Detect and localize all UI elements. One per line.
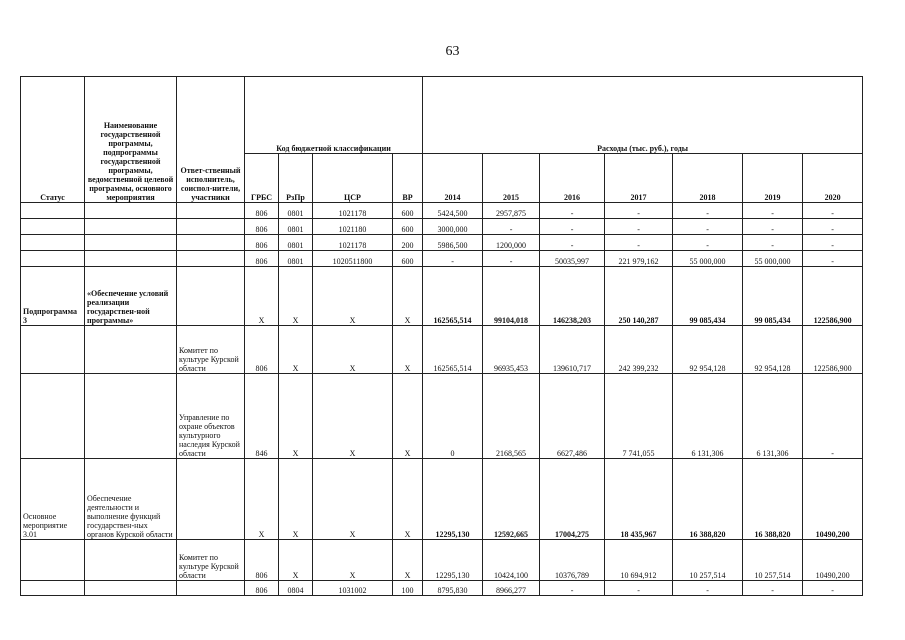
table-header-row	[21, 77, 863, 154]
vr-cell: X	[393, 459, 423, 540]
value-cell: 16 388,820	[743, 459, 803, 540]
status-cell	[21, 203, 85, 219]
executor-cell	[177, 219, 245, 235]
header-grbs: ГРБС	[245, 154, 279, 203]
value-cell: -	[743, 203, 803, 219]
grbs-cell: 806	[245, 235, 279, 251]
value-cell: 12592,665	[483, 459, 540, 540]
value-cell: 10 257,514	[673, 540, 743, 581]
vr-cell: 600	[393, 203, 423, 219]
value-cell: 122586,900	[803, 326, 863, 374]
executor-cell	[177, 251, 245, 267]
header-status: Статус	[21, 77, 85, 203]
value-cell: 12295,130	[423, 459, 483, 540]
value-cell: -	[803, 219, 863, 235]
rzpr-cell: X	[279, 326, 313, 374]
value-cell: 10 694,912	[605, 540, 673, 581]
status-cell	[21, 581, 85, 596]
executor-cell: Комитет по культуре Курской области	[177, 540, 245, 581]
grbs-cell: X	[245, 267, 279, 326]
rzpr-cell: X	[279, 374, 313, 459]
value-cell: -	[605, 219, 673, 235]
value-cell: -	[605, 581, 673, 596]
value-cell: 10490,200	[803, 540, 863, 581]
table-row	[21, 203, 863, 219]
grbs-cell: 806	[245, 540, 279, 581]
name-cell	[85, 235, 177, 251]
table-row-main-activity	[21, 459, 863, 540]
vr-cell: X	[393, 540, 423, 581]
name-cell	[85, 374, 177, 459]
vr-cell: 100	[393, 581, 423, 596]
header-year: 2019	[743, 154, 803, 203]
rzpr-cell: X	[279, 540, 313, 581]
grbs-cell: X	[245, 459, 279, 540]
grbs-cell: 846	[245, 374, 279, 459]
value-cell: 5424,500	[423, 203, 483, 219]
value-cell: 146238,203	[540, 267, 605, 326]
name-cell: «Обеспечение условий реализации государствен-ной программы»	[85, 267, 177, 326]
value-cell: 7 741,055	[605, 374, 673, 459]
value-cell: -	[540, 203, 605, 219]
table-row	[21, 581, 863, 596]
value-cell: -	[605, 235, 673, 251]
status-cell	[21, 540, 85, 581]
value-cell: 2957,875	[483, 203, 540, 219]
table-row	[21, 374, 863, 459]
rzpr-cell: 0801	[279, 235, 313, 251]
value-cell: -	[743, 581, 803, 596]
status-cell	[21, 235, 85, 251]
executor-cell	[177, 267, 245, 326]
grbs-cell: 806	[245, 581, 279, 596]
csr-cell: X	[313, 267, 393, 326]
value-cell: 18 435,967	[605, 459, 673, 540]
value-cell: 10376,789	[540, 540, 605, 581]
name-cell	[85, 326, 177, 374]
value-cell: -	[483, 219, 540, 235]
csr-cell: X	[313, 374, 393, 459]
value-cell: 6 131,306	[673, 374, 743, 459]
value-cell: 6 131,306	[743, 374, 803, 459]
table-row	[21, 235, 863, 251]
value-cell: 55 000,000	[673, 251, 743, 267]
value-cell: -	[483, 251, 540, 267]
value-cell: 250 140,287	[605, 267, 673, 326]
header-year: 2015	[483, 154, 540, 203]
rzpr-cell: X	[279, 459, 313, 540]
value-cell: 10424,100	[483, 540, 540, 581]
header-rzpr: РзПр	[279, 154, 313, 203]
value-cell: 122586,900	[803, 267, 863, 326]
status-cell	[21, 326, 85, 374]
status-cell: Основное мероприятие 3.01	[21, 459, 85, 540]
value-cell: -	[803, 581, 863, 596]
value-cell: -	[673, 581, 743, 596]
header-csr: ЦСР	[313, 154, 393, 203]
header-year: 2014	[423, 154, 483, 203]
header-year: 2016	[540, 154, 605, 203]
header-executor: Ответ-ственный исполнитель, соиспол-нители, участники	[177, 77, 245, 203]
name-cell: Обеспечение деятельности и выполнение функций государствен-ных органов Курской области	[85, 459, 177, 540]
value-cell: 3000,000	[423, 219, 483, 235]
value-cell: -	[803, 374, 863, 459]
value-cell: 10490,200	[803, 459, 863, 540]
name-cell	[85, 203, 177, 219]
rzpr-cell: 0801	[279, 251, 313, 267]
rzpr-cell: 0804	[279, 581, 313, 596]
vr-cell: 600	[393, 219, 423, 235]
value-cell: 2168,565	[483, 374, 540, 459]
vr-cell: X	[393, 326, 423, 374]
value-cell: -	[605, 203, 673, 219]
name-cell	[85, 581, 177, 596]
value-cell: 6627,486	[540, 374, 605, 459]
value-cell: 16 388,820	[673, 459, 743, 540]
rzpr-cell: X	[279, 267, 313, 326]
executor-cell: Комитет по культуре Курской области	[177, 326, 245, 374]
executor-cell	[177, 203, 245, 219]
value-cell: -	[743, 219, 803, 235]
value-cell: -	[803, 251, 863, 267]
value-cell: 92 954,128	[673, 326, 743, 374]
executor-cell	[177, 459, 245, 540]
csr-cell: 1021180	[313, 219, 393, 235]
value-cell: -	[803, 235, 863, 251]
table-row	[21, 219, 863, 235]
header-budget-code: Код бюджетной классификации	[245, 77, 423, 154]
value-cell: -	[540, 235, 605, 251]
value-cell: 1200,000	[483, 235, 540, 251]
table-row-subprogram	[21, 267, 863, 326]
vr-cell: 200	[393, 235, 423, 251]
table-row	[21, 251, 863, 267]
status-cell: Подпрограмма 3	[21, 267, 85, 326]
value-cell: 139610,717	[540, 326, 605, 374]
header-name: Наименование государственной программы, подпрограммы государственной программы, ведомственной целевой программы, основного мероприятия	[85, 77, 177, 203]
value-cell: 242 399,232	[605, 326, 673, 374]
value-cell: 17004,275	[540, 459, 605, 540]
value-cell: 162565,514	[423, 267, 483, 326]
value-cell: 162565,514	[423, 326, 483, 374]
value-cell: 92 954,128	[743, 326, 803, 374]
budget-table	[20, 76, 863, 596]
value-cell: 5986,500	[423, 235, 483, 251]
value-cell: 55 000,000	[743, 251, 803, 267]
table-row	[21, 540, 863, 581]
value-cell: 221 979,162	[605, 251, 673, 267]
value-cell: -	[540, 581, 605, 596]
value-cell: 8966,277	[483, 581, 540, 596]
value-cell: 99104,018	[483, 267, 540, 326]
vr-cell: X	[393, 267, 423, 326]
name-cell	[85, 219, 177, 235]
status-cell	[21, 251, 85, 267]
value-cell: 0	[423, 374, 483, 459]
header-vr: ВР	[393, 154, 423, 203]
value-cell: -	[423, 251, 483, 267]
table-row	[21, 326, 863, 374]
grbs-cell: 806	[245, 326, 279, 374]
csr-cell: X	[313, 459, 393, 540]
rzpr-cell: 0801	[279, 203, 313, 219]
value-cell: -	[540, 219, 605, 235]
header-year: 2017	[605, 154, 673, 203]
header-year: 2020	[803, 154, 863, 203]
name-cell	[85, 251, 177, 267]
value-cell: 96935,453	[483, 326, 540, 374]
status-cell	[21, 374, 85, 459]
csr-cell: 1031002	[313, 581, 393, 596]
value-cell: -	[673, 235, 743, 251]
name-cell	[85, 540, 177, 581]
grbs-cell: 806	[245, 203, 279, 219]
executor-cell: Управление по охране объектов культурного наследия Курской области	[177, 374, 245, 459]
value-cell: -	[673, 219, 743, 235]
vr-cell: 600	[393, 251, 423, 267]
csr-cell: 1021178	[313, 203, 393, 219]
value-cell: -	[803, 203, 863, 219]
csr-cell: X	[313, 326, 393, 374]
csr-cell: 1021178	[313, 235, 393, 251]
value-cell: -	[673, 203, 743, 219]
header-year: 2018	[673, 154, 743, 203]
csr-cell: X	[313, 540, 393, 581]
value-cell: -	[743, 235, 803, 251]
status-cell	[21, 219, 85, 235]
grbs-cell: 806	[245, 251, 279, 267]
header-expenses: Расходы (тыс. руб.), годы	[423, 77, 863, 154]
value-cell: 10 257,514	[743, 540, 803, 581]
page-number: 63	[445, 44, 460, 59]
value-cell: 99 085,434	[673, 267, 743, 326]
executor-cell	[177, 581, 245, 596]
csr-cell: 1020511800	[313, 251, 393, 267]
grbs-cell: 806	[245, 219, 279, 235]
value-cell: 50035,997	[540, 251, 605, 267]
value-cell: 12295,130	[423, 540, 483, 581]
value-cell: 99 085,434	[743, 267, 803, 326]
executor-cell	[177, 235, 245, 251]
vr-cell: X	[393, 374, 423, 459]
rzpr-cell: 0801	[279, 219, 313, 235]
value-cell: 8795,830	[423, 581, 483, 596]
